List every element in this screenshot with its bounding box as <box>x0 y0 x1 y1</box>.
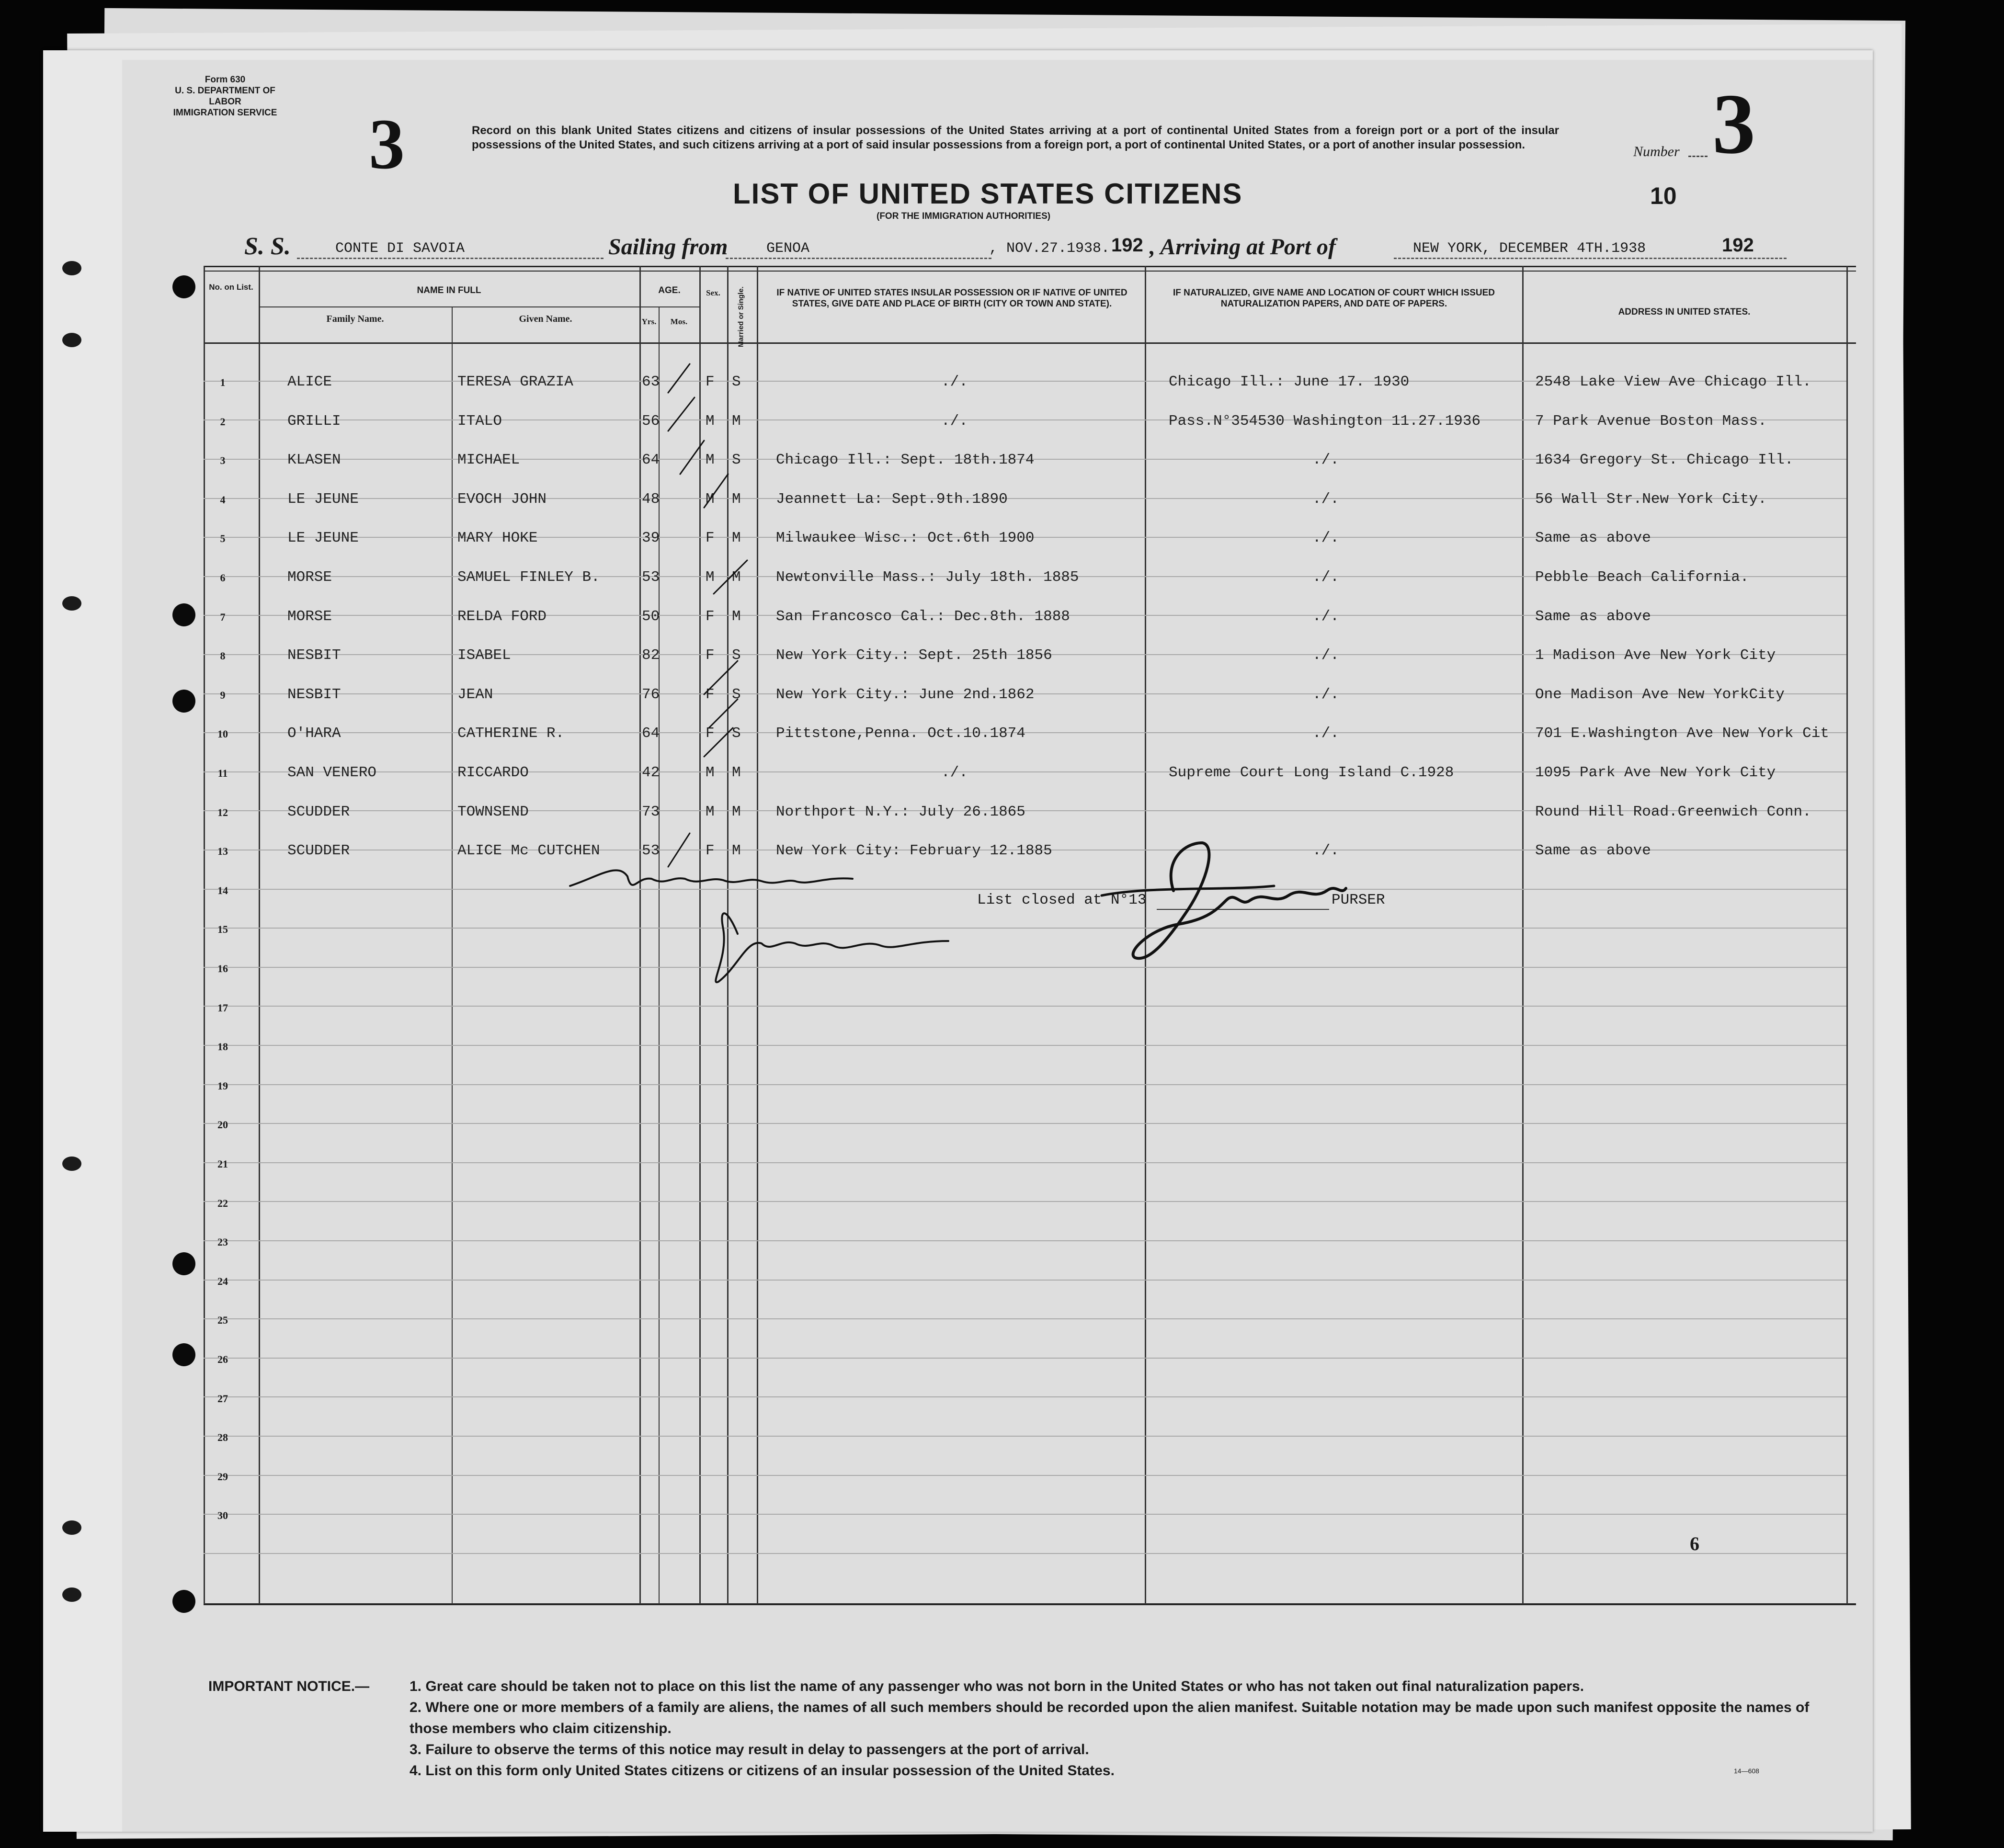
empty-row-number: 25 <box>217 1314 228 1326</box>
service-name: IMMIGRATION SERVICE <box>173 108 277 118</box>
cell-sex: M <box>706 452 715 468</box>
cell-ms: M <box>732 764 741 781</box>
print-code: 14—608 <box>1734 1767 1759 1775</box>
cell-nat: ./. <box>1312 647 1339 664</box>
cell-given: RICCARDO <box>457 764 529 781</box>
form-instructions: Record on this blank United States citizens and citizens of insular possessions of the United States arriving at a port of continental United States from a foreign port or a port of the insular possessions of the United States, and such citizens arriving at a port of said insular possessions from a foreign port, a port of continental United States, or a port of another insular possession. <box>472 124 1559 151</box>
cell-ms: M <box>732 608 741 625</box>
list-closed-text: List closed at N°13 <box>977 892 1147 908</box>
cell-birth: Newtonville Mass.: July 18th. 1885 <box>776 569 1079 586</box>
ship-name: CONTE DI SAVOIA <box>335 240 465 257</box>
arriving-label: , Arriving at Port of <box>1150 234 1336 260</box>
cell-yrs: 48 <box>642 491 660 508</box>
cell-nat: ./. <box>1312 842 1339 859</box>
cell-addr: 2548 Lake View Ave Chicago Ill. <box>1535 374 1811 390</box>
cell-family: LE JEUNE <box>287 491 359 508</box>
cell-nat: Chicago Ill.: June 17. 1930 <box>1169 374 1410 390</box>
empty-row-number: 14 <box>217 884 228 896</box>
form-number: Form 630 <box>205 75 246 85</box>
cell-nat: ./. <box>1312 530 1339 546</box>
cell-family: LE JEUNE <box>287 530 359 546</box>
cell-addr: 56 Wall Str.New York City. <box>1535 491 1767 508</box>
signature-purser <box>1133 843 1346 958</box>
list-number-stamp: 3 <box>369 104 405 184</box>
cell-addr: 701 E.Washington Ave New York Cit <box>1535 725 1829 742</box>
empty-row-number: 23 <box>217 1236 228 1248</box>
cell-family: O'HARA <box>287 725 341 742</box>
cell-birth: New York City.: Sept. 25th 1856 <box>776 647 1052 664</box>
cell-no: 6 <box>220 572 226 584</box>
cell-yrs: 73 <box>642 804 660 820</box>
cell-sex: M <box>706 491 715 508</box>
empty-row-number: 29 <box>217 1471 228 1483</box>
cell-given: MARY HOKE <box>457 530 538 546</box>
cell-given: EVOCH JOHN <box>457 491 547 508</box>
cell-birth: ./. <box>941 413 968 430</box>
empty-row-number: 19 <box>217 1080 228 1092</box>
col-header-naturalized: IF NATURALIZED, GIVE NAME AND LOCATION OF COURT WHICH ISSUED NATURALIZATION PAPERS, AND DATE OF PAPERS. <box>1173 288 1495 309</box>
cell-nat: ./. <box>1312 686 1339 703</box>
cell-nat: ./. <box>1312 452 1339 468</box>
port-of-departure: GENOA <box>766 240 810 257</box>
cell-yrs: 76 <box>642 686 660 703</box>
cell-given: ITALO <box>457 413 502 430</box>
cell-no: 1 <box>220 376 226 388</box>
cell-ms: M <box>732 569 741 586</box>
empty-row-number: 27 <box>217 1393 228 1405</box>
cell-sex: F <box>706 842 715 859</box>
cell-addr: 1095 Park Ave New York City <box>1535 764 1776 781</box>
cell-family: GRILLI <box>287 413 341 430</box>
cell-sex: M <box>706 413 715 430</box>
cell-yrs: 53 <box>642 842 660 859</box>
form-title: LIST OF UNITED STATES CITIZENS <box>733 178 1243 210</box>
cell-sex: M <box>706 804 715 820</box>
col-header-mos: Mos. <box>670 317 688 326</box>
signature-purser-flourish <box>1102 886 1274 896</box>
cell-given: MICHAEL <box>457 452 520 468</box>
cell-family: NESBIT <box>287 686 341 703</box>
cell-no: 8 <box>220 650 226 662</box>
cell-sex: F <box>706 647 715 664</box>
purser-label: PURSER <box>1332 892 1385 908</box>
empty-row-number: 26 <box>217 1353 228 1365</box>
cell-family: SCUDDER <box>287 842 350 859</box>
cell-given: JEAN <box>457 686 493 703</box>
cell-no: 9 <box>220 689 226 701</box>
cell-addr: 1634 Gregory St. Chicago Ill. <box>1535 452 1794 468</box>
cell-nat: ./. <box>1312 608 1339 625</box>
cell-given: CATHERINE R. <box>457 725 565 742</box>
cell-family: MORSE <box>287 569 332 586</box>
empty-row-number: 30 <box>217 1509 228 1521</box>
cell-addr: Same as above <box>1535 608 1651 625</box>
number-stamp: 3 <box>1712 76 1755 171</box>
cell-given: ALICE Mc CUTCHEN <box>457 842 600 859</box>
empty-row-number: 16 <box>217 963 228 975</box>
sailing-date: , NOV.27.1938. <box>989 240 1110 257</box>
department-name: U. S. DEPARTMENT OF LABOR <box>175 86 275 107</box>
notice-item-4: 4. List on this form only United States citizens or citizens of an insular possession of the United States. <box>410 1763 1115 1779</box>
notice-item-3: 3. Failure to observe the terms of this notice may result in delay to passengers at the port of arrival. <box>410 1742 1089 1757</box>
sailing-from-label: Sailing from <box>608 234 728 260</box>
cell-nat: Supreme Court Long Island C.1928 <box>1169 764 1454 781</box>
col-header-no: No. on List. <box>209 283 253 292</box>
signature-officer-2 <box>716 913 948 982</box>
col-header-age: AGE. <box>658 285 681 295</box>
cell-ms: S <box>732 686 741 703</box>
empty-row-number: 17 <box>217 1002 228 1014</box>
cell-no: 4 <box>220 494 226 506</box>
cell-addr: Same as above <box>1535 530 1651 546</box>
cell-family: ALICE <box>287 374 332 390</box>
cell-birth: New York City: February 12.1885 <box>776 842 1052 859</box>
cell-ms: S <box>732 374 741 390</box>
cell-ms: M <box>732 491 741 508</box>
cell-family: SCUDDER <box>287 804 350 820</box>
notice-heading: IMPORTANT NOTICE.— <box>208 1678 370 1694</box>
cell-sex: M <box>706 764 715 781</box>
cell-given: SAMUEL FINLEY B. <box>457 569 600 586</box>
printed-year-2: 192 <box>1722 235 1754 256</box>
cell-ms: S <box>732 725 741 742</box>
cell-addr: Pebble Beach California. <box>1535 569 1749 586</box>
empty-row-number: 28 <box>217 1431 228 1443</box>
cell-ms: M <box>732 530 741 546</box>
cell-yrs: 63 <box>642 374 660 390</box>
empty-row-number: 15 <box>217 923 228 935</box>
cell-no: 12 <box>217 806 228 818</box>
cell-no: 7 <box>220 611 226 623</box>
cell-birth: Northport N.Y.: July 26.1865 <box>776 804 1025 820</box>
cell-addr: Round Hill Road.Greenwich Conn. <box>1535 804 1811 820</box>
cell-sex: F <box>706 608 715 625</box>
sheet-number: 10 <box>1650 182 1677 209</box>
empty-row-number: 20 <box>217 1119 228 1131</box>
cell-birth: Milwaukee Wisc.: Oct.6th 1900 <box>776 530 1035 546</box>
cell-birth: Chicago Ill.: Sept. 18th.1874 <box>776 452 1035 468</box>
cell-nat: ./. <box>1312 569 1339 586</box>
cell-sex: F <box>706 374 715 390</box>
cell-yrs: 64 <box>642 452 660 468</box>
signature-officer-1 <box>570 870 853 886</box>
empty-row-number: 21 <box>217 1158 228 1170</box>
cell-ms: S <box>732 647 741 664</box>
port-of-arrival: NEW YORK, DECEMBER 4TH.1938 <box>1413 240 1646 257</box>
cell-no: 11 <box>217 767 228 779</box>
cell-birth: Jeannett La: Sept.9th.1890 <box>776 491 1008 508</box>
checkmark-pen-strokes <box>668 364 747 867</box>
col-header-address: ADDRESS IN UNITED STATES. <box>1618 307 1751 317</box>
cell-family: MORSE <box>287 608 332 625</box>
cell-nat: ./. <box>1312 725 1339 742</box>
empty-row-number: 22 <box>217 1197 228 1209</box>
cell-ms: M <box>732 413 741 430</box>
cell-given: ISABEL <box>457 647 511 664</box>
cell-birth: San Francosco Cal.: Dec.8th. 1888 <box>776 608 1070 625</box>
ss-label: S. S. <box>244 233 291 260</box>
cell-yrs: 82 <box>642 647 660 664</box>
cell-birth: New York City.: June 2nd.1862 <box>776 686 1035 703</box>
cell-no: 5 <box>220 533 226 544</box>
cell-yrs: 64 <box>642 725 660 742</box>
col-header-sex: Sex. <box>706 288 720 297</box>
cell-birth: Pittstone,Penna. Oct.10.1874 <box>776 725 1025 742</box>
col-header-given: Given Name. <box>519 314 572 324</box>
empty-row-number: 24 <box>217 1275 228 1287</box>
cell-birth: ./. <box>941 764 968 781</box>
cell-birth: ./. <box>941 374 968 390</box>
cell-ms: S <box>732 452 741 468</box>
col-header-birth: IF NATIVE OF UNITED STATES INSULAR POSSESSION OR IF NATIVE OF UNITED STATES, GIVE DATE AND PLACE OF BIRTH (CITY OR TOWN AND STATE). <box>776 288 1127 309</box>
page-mark: 6 <box>1690 1533 1699 1554</box>
col-header-married: Married or Single. <box>737 286 745 347</box>
col-header-name: NAME IN FULL <box>417 285 481 295</box>
notice-item-1: 1. Great care should be taken not to place on this list the name of any passenger who was not born in the United States or who has not taken out final naturalization papers. <box>410 1678 1584 1694</box>
cell-family: KLASEN <box>287 452 341 468</box>
cell-yrs: 50 <box>642 608 660 625</box>
cell-given: TOWNSEND <box>457 804 529 820</box>
cell-sex: F <box>706 686 715 703</box>
cell-sex: F <box>706 725 715 742</box>
cell-sex: M <box>706 569 715 586</box>
printed-year-1: 192 <box>1111 235 1143 256</box>
cell-addr: One Madison Ave New YorkCity <box>1535 686 1785 703</box>
cell-yrs: 53 <box>642 569 660 586</box>
empty-row-number: 18 <box>217 1041 228 1053</box>
cell-given: TERESA GRAZIA <box>457 374 573 390</box>
cell-given: RELDA FORD <box>457 608 547 625</box>
cell-ms: M <box>732 804 741 820</box>
cell-yrs: 42 <box>642 764 660 781</box>
cell-addr: 7 Park Avenue Boston Mass. <box>1535 413 1767 430</box>
cell-yrs: 56 <box>642 413 660 430</box>
cell-no: 13 <box>217 845 228 857</box>
cell-nat: Pass.N°354530 Washington 11.27.1936 <box>1169 413 1481 430</box>
cell-nat: ./. <box>1312 491 1339 508</box>
cell-no: 10 <box>217 728 228 740</box>
col-header-family: Family Name. <box>326 314 384 324</box>
cell-addr: Same as above <box>1535 842 1651 859</box>
col-header-yrs: Yrs. <box>641 317 657 326</box>
cell-addr: 1 Madison Ave New York City <box>1535 647 1776 664</box>
cell-no: 2 <box>220 416 226 428</box>
cell-sex: F <box>706 530 715 546</box>
cell-family: NESBIT <box>287 647 341 664</box>
number-label: Number <box>1633 144 1680 159</box>
cell-family: SAN VENERO <box>287 764 377 781</box>
cell-no: 3 <box>220 454 226 466</box>
cell-yrs: 39 <box>642 530 660 546</box>
notice-item-2: 2. Where one or more members of a family are aliens, the names of all such members should be recorded upon the alien manifest. Suitable notation may be made upon such manifest opposite the names of those members who claim citizenship. <box>410 1700 1810 1736</box>
form-subtitle: (FOR THE IMMIGRATION AUTHORITIES) <box>877 211 1051 221</box>
cell-ms: M <box>732 842 741 859</box>
